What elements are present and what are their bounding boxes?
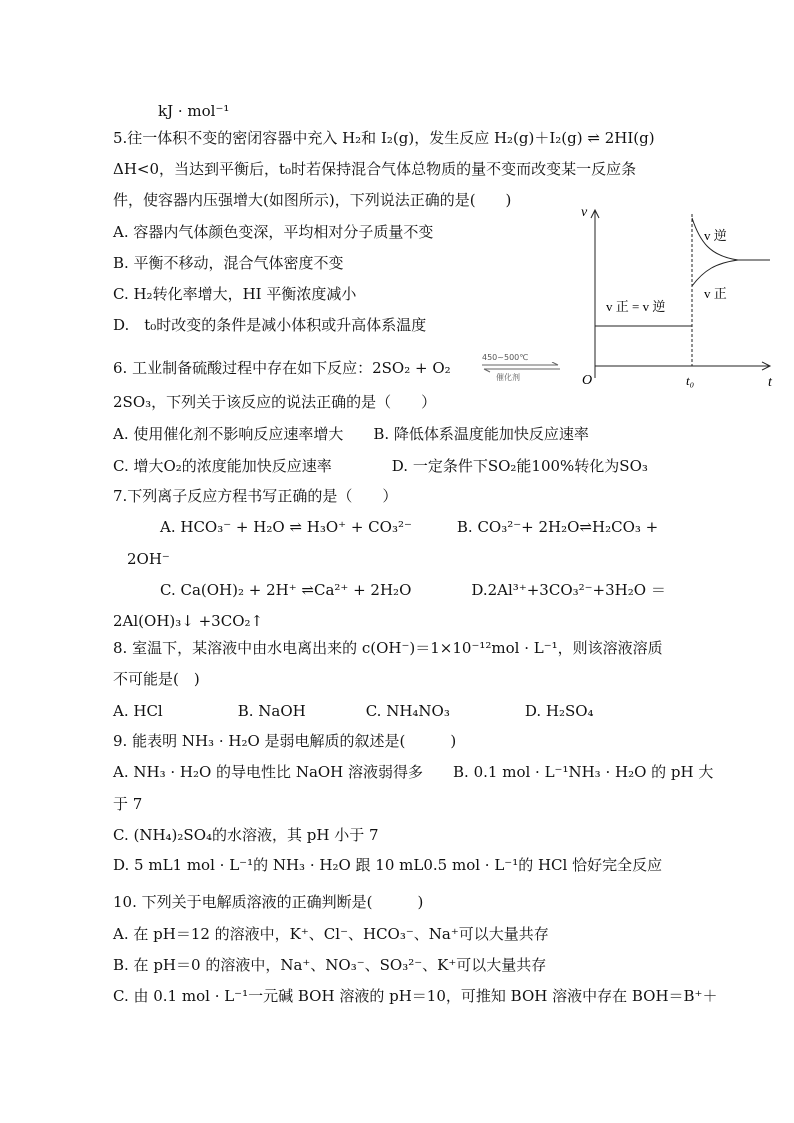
q5-option-a: A. 容器内气体颜色变深，平均相对分子质量不变 [113,223,434,241]
x-axis-label: t [768,375,772,390]
q6-options-cd: C. 增大O₂的浓度能加快反应速率 D. 一定条件下SO₂能100%转化为SO₃ [113,457,648,475]
reverse-rate-label: v 逆 [704,228,727,243]
q8-stem-line1: 8. 室温下，某溶液中由水电离出来的 c(OH⁻)＝1×10⁻¹²mol · L⁻¹，则该溶液溶质 [113,639,663,657]
reversible-arrow-icon [478,362,568,376]
q6-options-ab: A. 使用催化剂不影响反应速率增大 B. 降低体系温度能加快反应速率 [113,425,589,443]
unit-fragment: kJ · mol⁻¹ [158,102,230,120]
equal-rate-label: v 正 = v 逆 [606,299,666,314]
rate-time-graph [578,200,778,390]
q6-stem-line2: 2SO₃，下列关于该反应的说法正确的是（ ） [113,393,437,411]
q7-stem: 7.下列离子反应方程书写正确的是（ ） [113,487,398,505]
q7-option-d-continued: 2Al(OH)₃↓ +3CO₂↑ [113,612,264,630]
q7-option-b-continued: 2OH⁻ [127,550,170,568]
q5-stem-line3: 件，使容器内压强增大(如图所示)，下列说法正确的是( ) [113,191,512,209]
q8-options: A. HCl B. NaOH C. NH₄NO₃ D. H₂SO₄ [113,702,594,720]
forward-rate-curve [692,260,738,286]
reaction-condition-bottom: 催化剂 [496,373,520,382]
t0-label: t₀ [686,373,695,388]
q5-option-b: B. 平衡不移动，混合气体密度不变 [113,254,344,272]
q6-stem-line1: 6. 工业制备硫酸过程中存在如下反应：2SO₂ + O₂ [113,359,451,377]
q9-options-ab: A. NH₃ · H₂O 的导电性比 NaOH 溶液弱得多 B. 0.1 mol · L⁻¹NH₃ · H₂O 的 pH 大 [113,763,714,781]
q9-option-c: C. (NH₄)₂SO₄的水溶液，其 pH 小于 7 [113,826,379,844]
forward-rate-label: v 正 [704,286,727,301]
q5-option-d: D. t₀时改变的条件是减小体积或升高体系温度 [113,316,427,334]
q7-options-ab: A. HCO₃⁻ + H₂O ⇌ H₃O⁺ + CO₃²⁻ B. CO₃²⁻+ 2H₂O⇌H₂CO₃ + [160,518,659,536]
reaction-condition-top: 450~500℃ [482,353,529,362]
q9-stem: 9. 能表明 NH₃ · H₂O 是弱电解质的叙述是( ) [113,732,457,750]
q10-option-c: C. 由 0.1 mol · L⁻¹一元碱 BOH 溶液的 pH＝10，可推知 BOH 溶液中存在 BOH＝B⁺＋ [113,987,718,1005]
q7-options-cd: C. Ca(OH)₂ + 2H⁺ ⇌Ca²⁺ + 2H₂O D.2Al³⁺+3CO₃²⁻+3H₂O ＝ [160,581,666,599]
q9-option-b-continued: 于 7 [113,795,143,813]
q8-stem-line2: 不可能是( ) [113,670,200,688]
origin-label: O [582,373,593,388]
q9-option-d: D. 5 mL1 mol · L⁻¹的 NH₃ · H₂O 跟 10 mL0.5 mol · L⁻¹的 HCl 恰好完全反应 [113,856,663,874]
q5-option-c: C. H₂转化率增大，HI 平衡浓度减小 [113,285,357,303]
q10-option-a: A. 在 pH＝12 的溶液中，K⁺、Cl⁻、HCO₃⁻、Na⁺可以大量共存 [113,925,549,943]
q10-option-b: B. 在 pH＝0 的溶液中，Na⁺、NO₃⁻、SO₃²⁻、K⁺可以大量共存 [113,956,547,974]
y-axis-label: v [581,205,588,220]
q5-stem-line1: 5.往一体积不变的密闭容器中充入 H₂和 I₂(g)，发生反应 H₂(g)＋I₂(g) ⇌ 2HI(g) [113,129,655,147]
q5-stem-line2: ΔH<0，当达到平衡后，t₀时若保持混合气体总物质的量不变而改变某一反应条 [113,160,637,178]
q10-stem: 10. 下列关于电解质溶液的正确判断是( ) [113,893,424,911]
